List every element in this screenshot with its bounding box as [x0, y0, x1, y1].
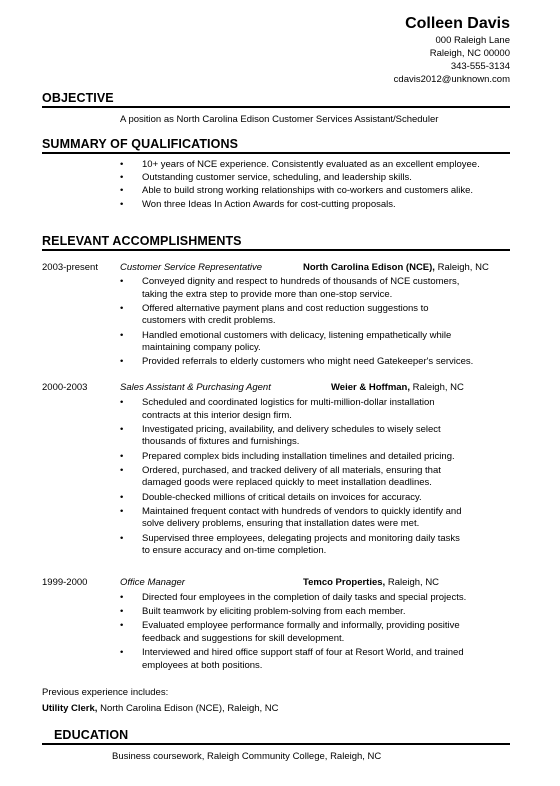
education-text: Business coursework, Raleigh Community College, Raleigh, NC — [112, 751, 382, 762]
bullet-icon: • — [120, 647, 124, 659]
list-item: • Double-checked millions of critical details on invoices for accuracy. — [120, 491, 422, 503]
email-line: cdavis2012@unknown.com — [393, 74, 510, 85]
job-title: Office Manager — [120, 577, 185, 588]
bullet-icon: • — [120, 356, 124, 368]
list-item: • Ordered, purchased, and tracked delivery of all materials, ensuring that damaged goods were replaced quickly to meet installation deadlines. — [120, 464, 441, 489]
bullet-icon: • — [120, 491, 124, 503]
list-item: • Investigated pricing, availability, and delivery schedules to wisely select thousands of fixtures and furnishings. — [120, 423, 441, 448]
job-title: Customer Service Representative — [120, 262, 263, 273]
list-item: • Offered alternative payment plans and cost reduction suggestions to customers with credit problems. — [120, 302, 429, 327]
job-bullets — [120, 276, 474, 371]
list-item: • Handled emotional customers with delicacy, listening empathetically while maintaining company policy. — [120, 329, 452, 354]
summary-list — [120, 158, 480, 211]
job-dates: 2003-present — [42, 262, 98, 273]
bullet-icon: • — [120, 302, 124, 314]
list-item: • Supervised three employees, delegating projects and monitoring daily tasks to ensure accuracy and on-time completion. — [120, 532, 460, 557]
list-item: • Won three Ideas In Action Awards for cost-cutting proposals. — [120, 198, 396, 210]
bullet-icon: • — [120, 464, 124, 476]
list-item: • Interviewed and hired office support staff of four at Resort World, and trained employees at both positions. — [120, 647, 464, 671]
bullet-icon: • — [120, 620, 124, 632]
previous-experience-label: Previous experience includes: — [42, 687, 169, 698]
objective-text: A position as North Carolina Edison Customer Services Assistant/Scheduler — [120, 114, 439, 125]
contact-header — [394, 14, 510, 86]
bullet-icon: • — [120, 423, 124, 435]
list-item: • Outstanding customer service, scheduling, and leadership skills. — [120, 172, 412, 184]
list-item: • Provided referrals to elderly customers who might need Gatekeeper's services. — [120, 356, 474, 368]
job-title: Sales Assistant & Purchasing Agent — [120, 382, 271, 393]
objective-rule — [42, 106, 510, 108]
job-dates: 2000-2003 — [42, 382, 88, 393]
job-employer: Temco Properties, Raleigh, NC — [303, 577, 440, 588]
list-item: • Maintained frequent contact with hundreds of vendors to quickly identify and solve delivery problems, ensuring that installation dates were met. — [120, 505, 462, 530]
bullet-icon: • — [120, 198, 124, 210]
bullet-icon: • — [120, 185, 124, 197]
list-item: • Directed four employees in the completion of daily tasks and special projects. — [120, 592, 467, 603]
summary-heading: SUMMARY OF QUALIFICATIONS — [42, 137, 239, 151]
previous-experience-entry: Utility Clerk, North Carolina Edison (NCE), Raleigh, NC — [42, 703, 279, 714]
phone-line: 343-555-3134 — [450, 61, 510, 72]
address-line: 000 Raleigh Lane — [435, 35, 510, 46]
job-dates: 1999-2000 — [42, 577, 88, 588]
objective-heading: OBJECTIVE — [42, 91, 114, 105]
job-bullets — [120, 592, 467, 674]
job-bullets — [120, 397, 462, 559]
list-item: • Prepared complex bids including installation timelines and detailed pricing. — [120, 450, 455, 462]
list-item: • Built teamwork by eliciting problem-solving from each member. — [120, 606, 406, 618]
city-line: Raleigh, NC 00000 — [429, 48, 510, 59]
bullet-icon: • — [120, 329, 124, 341]
list-item: • Able to build strong working relationships with co-workers and customers alike. — [120, 185, 474, 197]
list-item: • 10+ years of NCE experience. Consistently evaluated as an excellent employee. — [120, 159, 480, 170]
bullet-icon: • — [120, 172, 124, 184]
bullet-icon: • — [120, 397, 124, 408]
bullet-icon: • — [120, 592, 124, 603]
accomplishments-rule — [42, 249, 510, 251]
list-item: • Conveyed dignity and respect to hundreds of thousands of NCE customers, taking the extra step to provide more than one-stop service. — [120, 276, 460, 300]
bullet-icon: • — [120, 606, 124, 618]
education-rule — [42, 743, 510, 745]
job-employer: North Carolina Edison (NCE), Raleigh, NC — [303, 262, 489, 273]
list-item: • Scheduled and coordinated logistics for multi-million-dollar installation contracts at this interior design firm. — [120, 397, 435, 421]
summary-rule — [42, 152, 510, 154]
bullet-icon: • — [120, 505, 124, 517]
list-item: • Evaluated employee performance formally and informally, providing positive feedback and suggestions for skill development. — [120, 620, 460, 644]
bullet-icon: • — [120, 450, 124, 462]
bullet-icon: • — [120, 276, 124, 287]
applicant-name: Colleen Davis — [405, 15, 510, 32]
job-employer: Weier & Hoffman, Raleigh, NC — [331, 382, 464, 393]
bullet-icon: • — [120, 159, 124, 170]
accomplishments-heading: RELEVANT ACCOMPLISHMENTS — [42, 234, 242, 248]
education-heading: EDUCATION — [54, 728, 129, 742]
bullet-icon: • — [120, 532, 124, 544]
